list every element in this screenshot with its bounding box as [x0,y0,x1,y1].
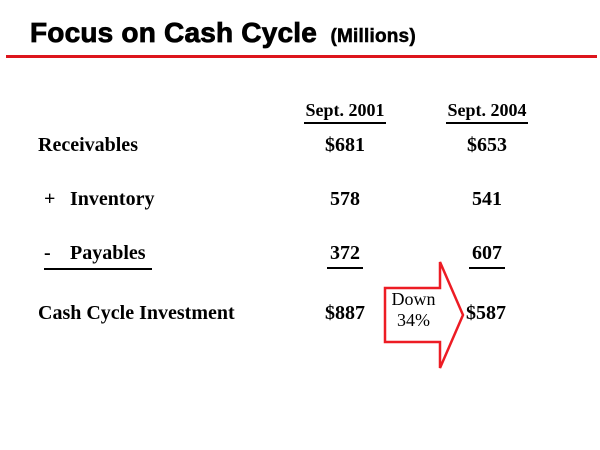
down-34-percent-callout [385,289,442,331]
row-label-cash-cycle-investment: Cash Cycle Investment [38,302,235,324]
inventory-plus-sign: + [44,188,56,210]
cell-cash-cycle-2004: $587 [466,302,506,324]
slide-title-suffix-text: (Millions) [330,26,416,47]
column-header-2004 [427,100,547,124]
payables-underline-group [44,242,152,270]
column-header-2004-text: Sept. 2004 [446,100,527,124]
payables-label-text: Payables [70,242,146,264]
row-label-inventory [44,188,154,211]
slide-title-suffix [325,26,416,47]
row-label-payables [44,242,152,270]
callout-line1: Down [391,289,436,309]
cell-inventory-2001: 578 [330,188,360,210]
payables-minus-sign: - [44,242,51,264]
slide-title-text: Focus on Cash Cycle [30,17,317,48]
cell-payables-2001-text: 372 [327,242,363,269]
callout-line2: 34% [397,310,430,330]
title-underline-rule [6,55,597,58]
slide-title [30,18,416,52]
cell-receivables-2004: $653 [467,134,507,156]
cell-inventory-2004: 541 [472,188,502,210]
cell-cash-cycle-2001: $887 [325,302,365,324]
column-header-2001 [285,100,405,124]
column-header-2001-text: Sept. 2001 [304,100,385,124]
row-label-receivables: Receivables [38,134,138,156]
cell-payables-2004-text: 607 [469,242,505,269]
cell-receivables-2001: $681 [325,134,365,156]
inventory-label-text: Inventory [70,188,155,210]
